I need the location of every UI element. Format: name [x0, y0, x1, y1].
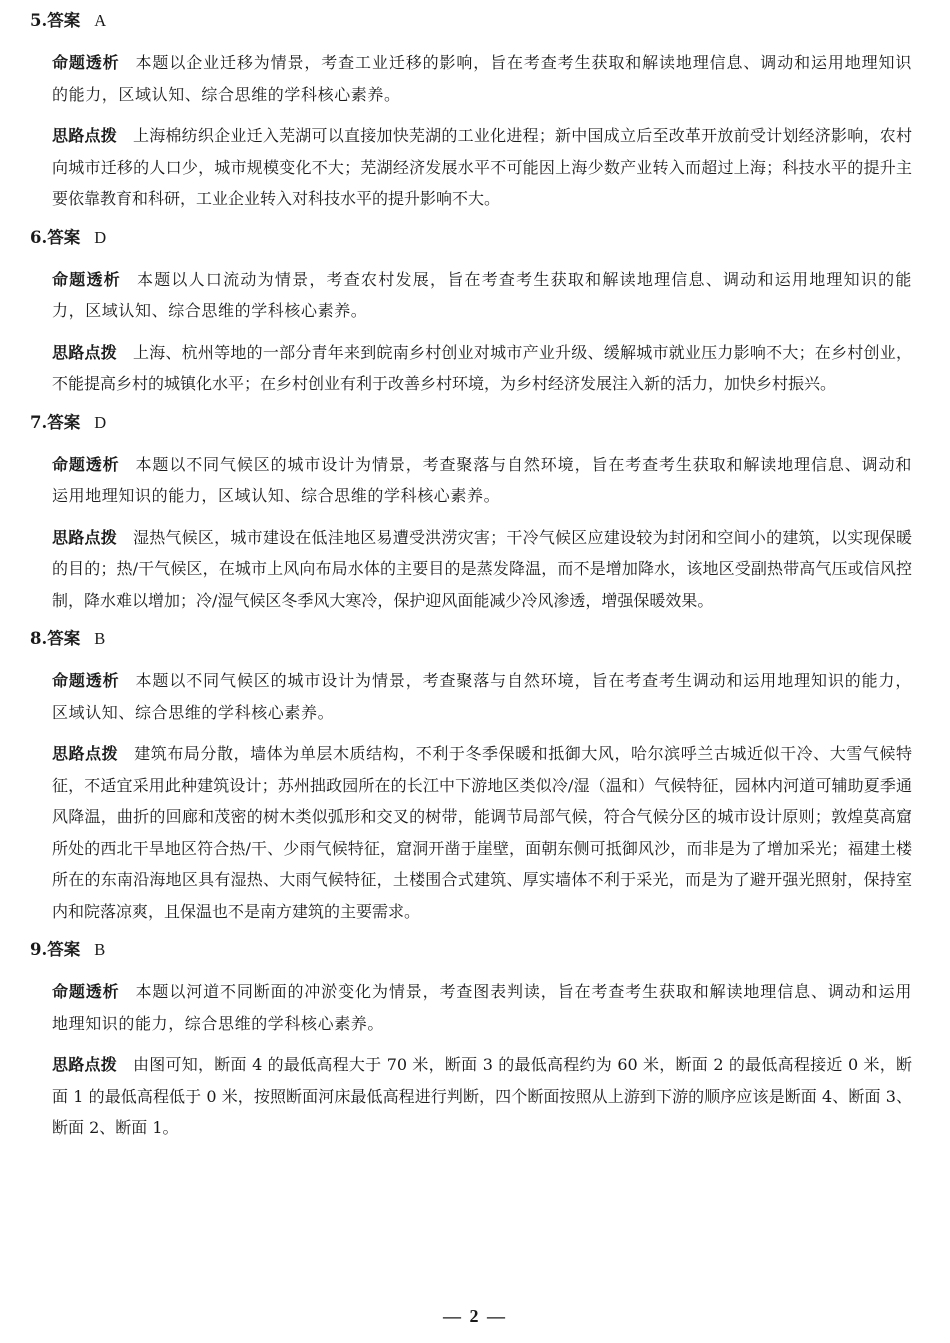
hint-label: 思路点拨	[52, 342, 117, 362]
hint-text: 由图可知，断面 4 的最低高程大于 70 米，断面 3 的最低高程约为 60 米，断面 2 的最低高程接近 0 米，断面 1 的最低高程低于 0 米，按照断面河床最低高程进行判断，四个断面按照从上游到下游的顺序应该是断面 4、断面 3、断面 2、断面 1。	[52, 1055, 912, 1137]
analysis-text: 本题以河道不同断面的冲淤变化为情景，考查图表判读，旨在考查考生获取和解读地理信息、调动和运用地理知识的能力，综合思维的学科核心素养。	[52, 982, 912, 1033]
hint-text: 上海、杭州等地的一部分青年来到皖南乡村创业对城市产业升级、缓解城市就业压力影响不大；在乡村创业，不能提高乡村的城镇化水平；在乡村创业有利于改善乡村环境，为乡村经济发展注入新的活力，加快乡村振兴。	[52, 342, 912, 393]
hint-paragraph	[52, 337, 912, 400]
answer-letter: D	[94, 227, 107, 247]
answer-label: 答案	[47, 412, 81, 432]
analysis-paragraph	[52, 976, 912, 1039]
page-number: — 2 —	[443, 1306, 507, 1326]
hint-paragraph	[52, 120, 912, 215]
answer-label: 答案	[47, 227, 81, 247]
analysis-label: 命题透析	[52, 53, 120, 72]
hint-text: 建筑布局分散，墙体为单层木质结构，不利于冬季保暖和抵御大风，哈尔滨呼兰古城近似干冷、大雪气候特征，不适宜采用此种建筑设计；苏州拙政园所在的长江中下游地区类似冷/湿（温和）气候特征，园林内河道可辅助夏季通风降温，曲折的回廊和茂密的树木类似弧形和交叉的树带，能调节局部气候，符合气候分区的城市设计原则；敦煌莫高窟所处的西北干旱地区符合热/干、少雨气候特征，窟洞开凿于崖壁，面朝东侧可抵御风沙，而非是为了增加采光；福建土楼所在的东南沿海地区具有湿热、大雨气候特征，土楼围合式建筑、厚实墙体不利于采光，而是为了避开强光照射，保持室内和院落凉爽，且保温也不是南方建筑的主要需求。	[52, 744, 912, 921]
analysis-paragraph	[52, 665, 912, 728]
answer-letter: A	[94, 11, 107, 30]
analysis-text: 本题以企业迁移为情景，考查工业迁移的影响，旨在考查考生获取和解读地理信息、调动和运用地理知识的能力，区域认知、综合思维的学科核心素养。	[52, 53, 912, 104]
hint-label: 思路点拨	[52, 126, 117, 145]
hint-paragraph	[52, 738, 912, 927]
analysis-text: 本题以人口流动为情景，考查农村发展，旨在考查考生获取和解读地理信息、调动和运用地理知识的能力，区域认知、综合思维的学科核心素养。	[52, 269, 912, 320]
question-number: 8.	[30, 629, 48, 648]
question-5	[30, 8, 920, 215]
answer-letter: B	[94, 940, 106, 959]
analysis-label: 命题透析	[52, 454, 120, 474]
analysis-paragraph	[52, 449, 912, 512]
analysis-label: 命题透析	[52, 269, 121, 289]
hint-label: 思路点拨	[52, 527, 117, 547]
question-6	[30, 225, 920, 400]
answer-line	[30, 410, 920, 435]
analysis-paragraph	[52, 264, 912, 327]
question-7	[30, 410, 920, 617]
answer-letter: D	[94, 412, 107, 432]
answer-key-page	[30, 6, 920, 1154]
analysis-label: 命题透析	[52, 982, 120, 1001]
answer-letter: B	[94, 629, 106, 648]
hint-label: 思路点拨	[52, 744, 119, 763]
answer-label: 答案	[47, 11, 81, 30]
analysis-text: 本题以不同气候区的城市设计为情景，考查聚落与自然环境，旨在考查考生获取和解读地理信息、调动和运用地理知识的能力，区域认知、综合思维的学科核心素养。	[52, 454, 912, 505]
hint-text: 湿热气候区，城市建设在低洼地区易遭受洪涝灾害；干冷气候区应建设较为封闭和空间小的建筑，以实现保暖的目的；热/干气候区，在城市上风向布局水体的主要目的是蒸发降温，而不是增加降水，该地区受副热带高气压或信风控制，降水难以增加；冷/湿气候区冬季风大寒冷，保护迎风面能减少冷风渗透，增强保暖效果。	[52, 527, 912, 610]
answer-label: 答案	[47, 629, 81, 648]
answer-line	[30, 8, 920, 33]
hint-paragraph	[52, 1049, 912, 1144]
hint-label: 思路点拨	[52, 1055, 118, 1074]
question-number: 9.	[30, 940, 48, 959]
question-8	[30, 626, 920, 927]
answer-line	[30, 626, 920, 651]
analysis-paragraph	[52, 47, 912, 110]
answer-label: 答案	[47, 940, 81, 959]
question-number: 7.	[30, 412, 48, 432]
hint-text: 上海棉纺织企业迁入芜湖可以直接加快芜湖的工业化进程；新中国成立后至改革开放前受计划经济影响，农村向城市迁移的人口少，城市规模变化不大；芜湖经济发展水平不可能因上海少数产业转入而超过上海；科技水平的提升主要依靠教育和科研，工业企业转入对科技水平的提升影响不大。	[52, 126, 912, 208]
question-number: 5.	[30, 11, 48, 30]
analysis-label: 命题透析	[52, 671, 120, 690]
analysis-text: 本题以不同气候区的城市设计为情景，考查聚落与自然环境，旨在考查考生调动和运用地理知识的能力，区域认知、综合思维的学科核心素养。	[52, 671, 912, 722]
hint-paragraph	[52, 522, 912, 617]
answer-line	[30, 225, 920, 250]
question-9	[30, 937, 920, 1144]
question-number: 6.	[30, 227, 48, 247]
answer-line	[30, 937, 920, 962]
